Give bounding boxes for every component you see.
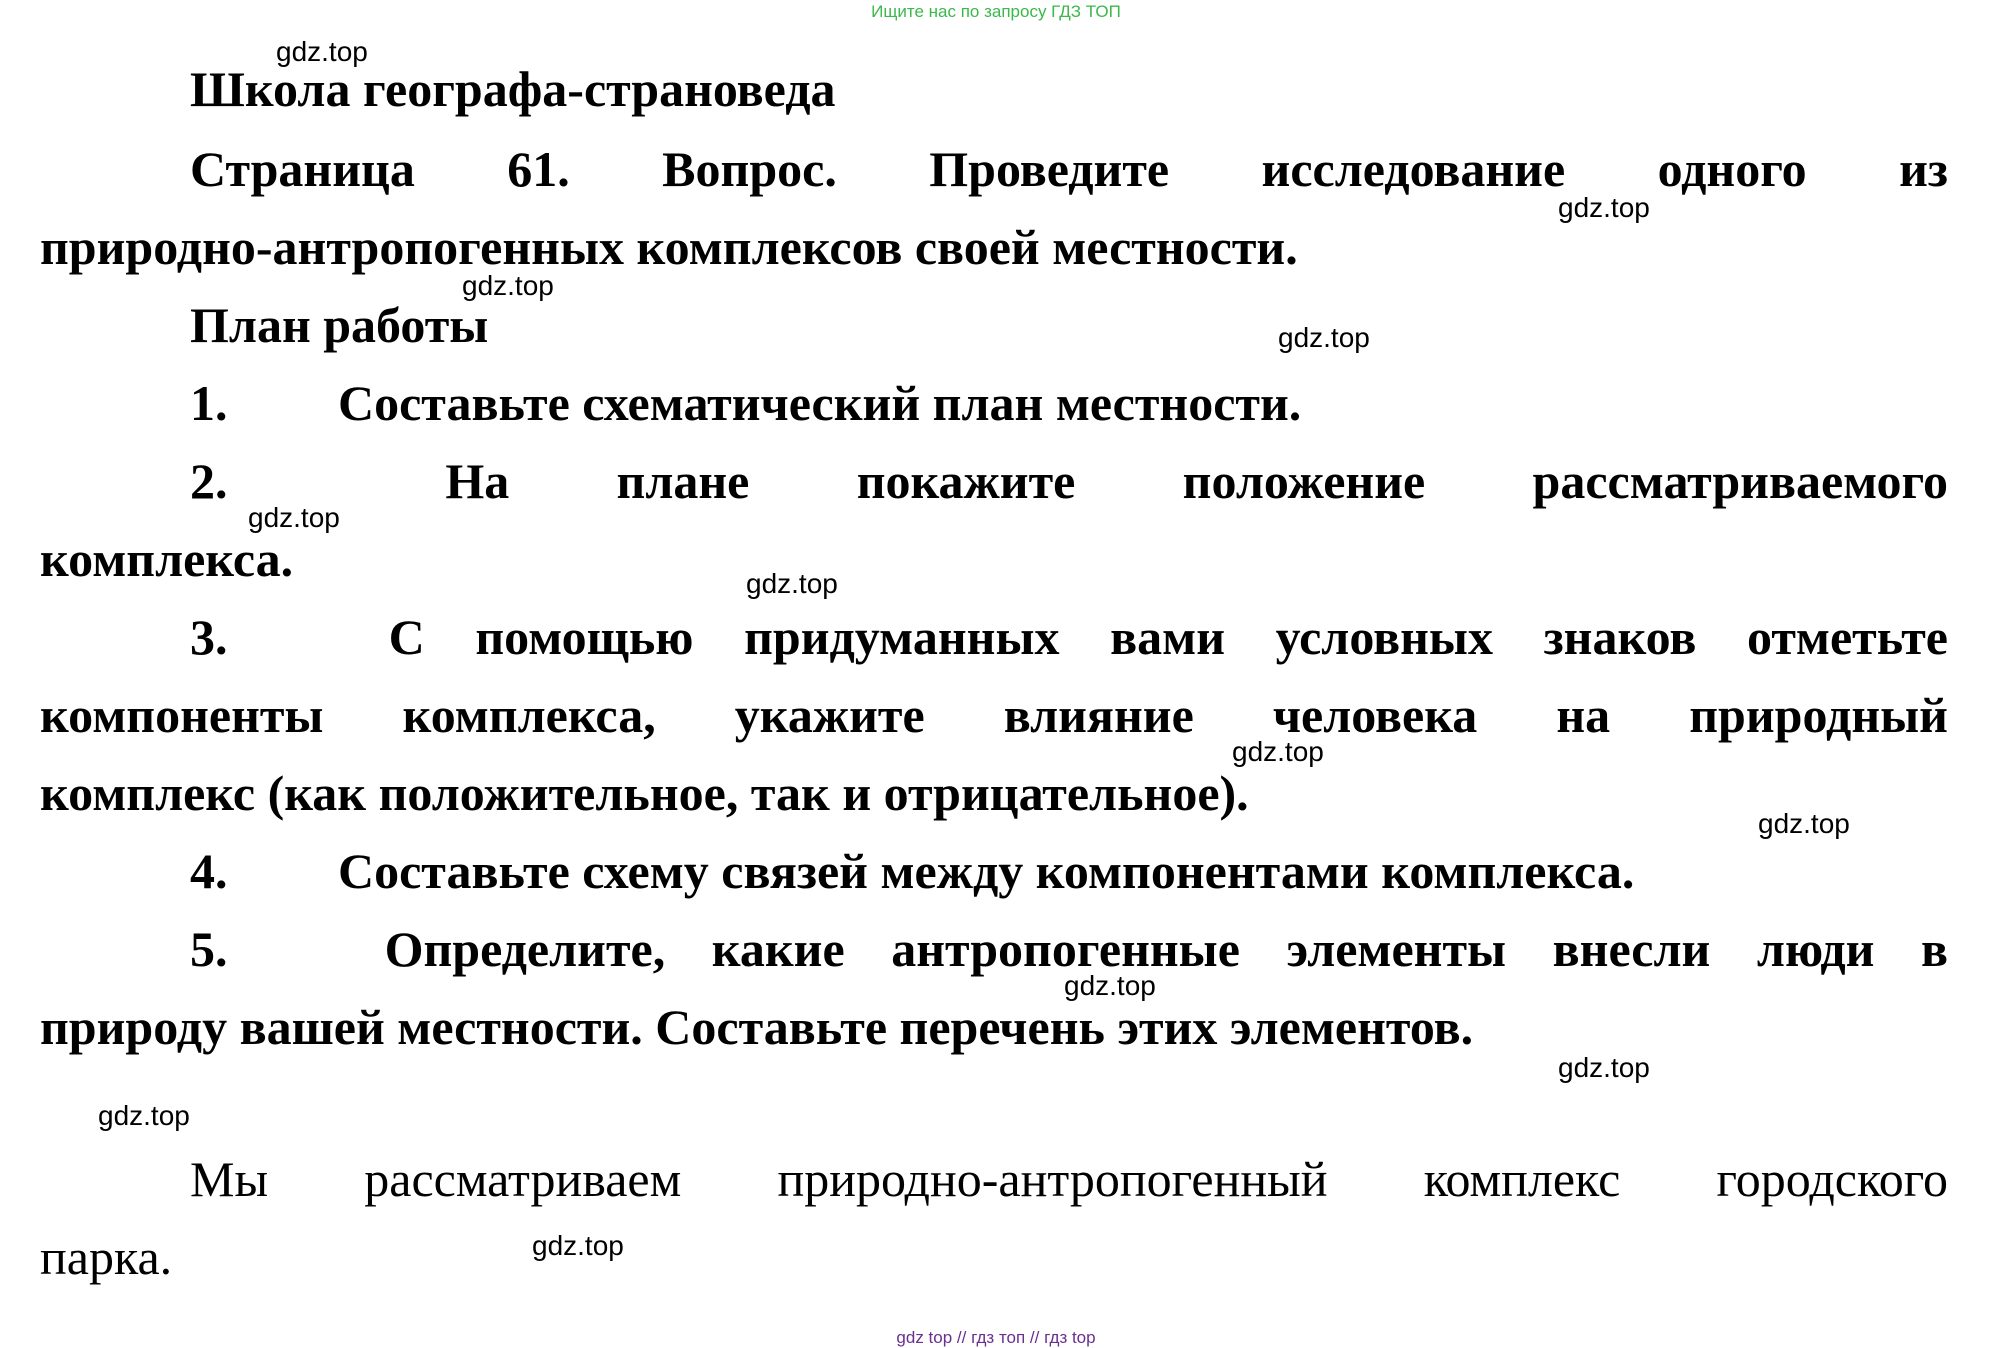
- watermark: gdz.top: [1558, 192, 1650, 223]
- watermark: gdz.top: [746, 568, 838, 599]
- step-text: С помощью придуманных вами условных знаков отметьте: [388, 609, 1949, 665]
- step-number: 3.: [190, 609, 228, 665]
- step-text: Определите, какие антропогенные элементы внесли люди в: [384, 921, 1948, 977]
- step-number: 5.: [190, 921, 228, 977]
- step-3: [40, 608, 1948, 666]
- step-5-continuation: природу вашей местности. Составьте перечень этих элементов.: [40, 999, 1474, 1055]
- step-4: [40, 842, 1948, 900]
- watermark: gdz.top: [1064, 970, 1156, 1001]
- question-line-2: природно-антропогенных комплексов своей местности.: [40, 219, 1298, 275]
- step-2-continuation: комплекса.: [40, 531, 294, 587]
- watermark: gdz.top: [532, 1230, 624, 1261]
- watermark: gdz.top: [462, 270, 554, 301]
- step-3-continuation-2: комплекс (как положительное, так и отрицательное).: [40, 765, 1249, 821]
- section-title: Школа географа-страноведа: [190, 61, 836, 117]
- footer: gdz top // гдз топ // гдз top: [896, 1328, 1096, 1347]
- step-1: [40, 374, 1948, 432]
- answer-line-1: Мы рассматриваем природно-антропогенный комплекс городского: [190, 1151, 1948, 1207]
- step-number: 1.: [190, 375, 228, 431]
- watermark: gdz.top: [1558, 1052, 1650, 1083]
- step-text: На плане покажите положение рассматриваемого: [445, 453, 1948, 509]
- step-text: Составьте схематический план местности.: [338, 375, 1302, 431]
- step-number: 4.: [190, 843, 228, 899]
- step-5: [40, 920, 1948, 978]
- step-3-continuation-1: компоненты комплекса, укажите влияние человека на природный: [40, 687, 1948, 743]
- watermark: gdz.top: [248, 502, 340, 533]
- watermark: gdz.top: [1278, 322, 1370, 353]
- top-banner: Ищите нас по запросу ГДЗ ТОП: [871, 2, 1121, 21]
- plan-title: План работы: [190, 297, 489, 353]
- answer-line-2: парка.: [40, 1229, 173, 1285]
- watermark: gdz.top: [1232, 736, 1324, 767]
- watermark: gdz.top: [98, 1100, 190, 1131]
- watermark: gdz.top: [276, 36, 368, 67]
- watermark: gdz.top: [1758, 808, 1850, 839]
- question-line-1: Страница 61. Вопрос. Проведите исследование одного из: [190, 141, 1948, 197]
- step-number: 2.: [190, 453, 228, 509]
- step-text: Составьте схему связей между компонентами комплекса.: [338, 843, 1635, 899]
